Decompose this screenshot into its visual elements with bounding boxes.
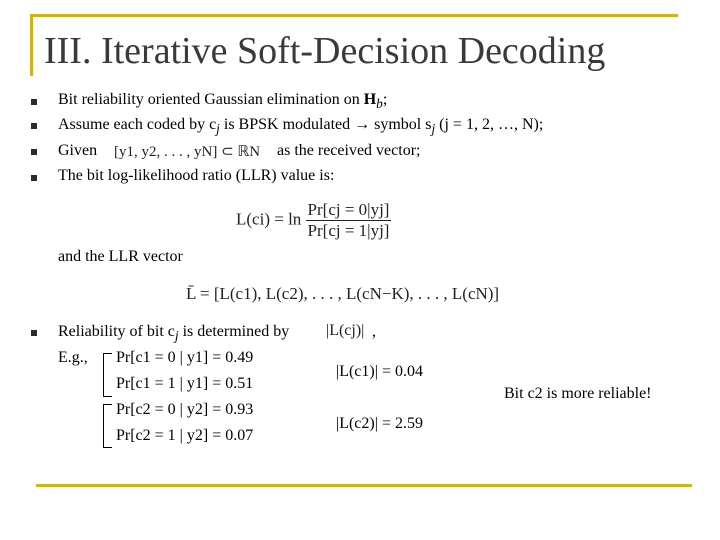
bullet-1-pre: Bit reliability oriented Gaussian elimination on <box>58 91 364 108</box>
bullet-marker <box>31 330 37 336</box>
bullet-marker <box>31 149 37 155</box>
bullet-2-text <box>58 115 543 139</box>
c1-prob-0: Pr[c1 = 0 | y1] = 0.49 <box>116 349 254 366</box>
llr-formula-lhs: L(ci) = ln <box>236 209 302 229</box>
bullet-2-sub2: j <box>431 121 436 137</box>
c2-bracket <box>103 404 112 448</box>
llr-denominator: Pr[cj = 1|yj] <box>307 221 390 240</box>
bullet-2-text-b: is BPSK modulated <box>219 116 351 133</box>
footer-rule <box>36 484 692 487</box>
c1-llr-magnitude: |L(c1)| = 0.04 <box>336 363 423 380</box>
reliability-text <box>58 322 289 346</box>
reliability-pre: Reliability of bit c <box>58 323 175 340</box>
c2-prob-1: Pr[c2 = 1 | y2] = 0.07 <box>116 427 254 444</box>
bullet-1-text <box>58 90 387 114</box>
bullet-1-sub: b <box>376 96 383 112</box>
bullet-marker <box>31 99 37 105</box>
c1-bracket <box>103 353 112 397</box>
llr-formula <box>236 200 391 241</box>
bullet-3-pre: Given <box>58 142 98 159</box>
c2-prob-0: Pr[c2 = 0 | y2] = 0.93 <box>116 401 254 418</box>
bullet-1-bold: H <box>363 91 377 108</box>
slide-title: III. Iterative Soft-Decision Decoding <box>44 30 606 72</box>
reliability-sub: j <box>174 328 179 344</box>
bullet-4-text: The bit log-likelihood ratio (LLR) value is: <box>58 167 335 184</box>
example-label: E.g., <box>58 349 88 366</box>
reliability-comma: , <box>372 323 376 340</box>
bullet-2-sub: j <box>216 121 220 137</box>
llr-numerator: Pr[cj = 0|yj] <box>307 200 390 219</box>
bullet-3-post: as the received vector; <box>277 142 421 159</box>
bullet-2-text-c: symbol s <box>370 116 432 133</box>
llr-fraction <box>306 200 392 241</box>
bullet-2-text-d: (j = 1, 2, …, N); <box>435 116 544 133</box>
bullet-1-post: ; <box>382 91 388 108</box>
bullet-2-text-a: Assume each coded by c <box>58 116 217 133</box>
c2-llr-magnitude: |L(c2)| = 2.59 <box>336 415 423 432</box>
llr-vector-formula: L̄ = [L(c1), L(c2), . . . , L(cN−K), . . . , L(cN)] <box>186 284 500 303</box>
title-rule-vertical <box>30 14 33 76</box>
llr-vector-intro: and the LLR vector <box>58 248 183 265</box>
title-rule-horizontal <box>30 14 678 17</box>
reliability-conclusion: Bit c2 is more reliable! <box>504 385 652 402</box>
reliability-formula: |L(cj)| <box>326 322 365 339</box>
c1-prob-1: Pr[c1 = 1 | y1] = 0.51 <box>116 375 254 392</box>
right-arrow-icon: → <box>354 116 371 133</box>
reliability-post: is determined by <box>178 323 290 340</box>
bullet-marker <box>31 123 37 129</box>
received-vector-formula: [y1, y2, . . . , yN] ⊂ ℝN <box>114 144 261 160</box>
bullet-marker <box>31 175 37 181</box>
